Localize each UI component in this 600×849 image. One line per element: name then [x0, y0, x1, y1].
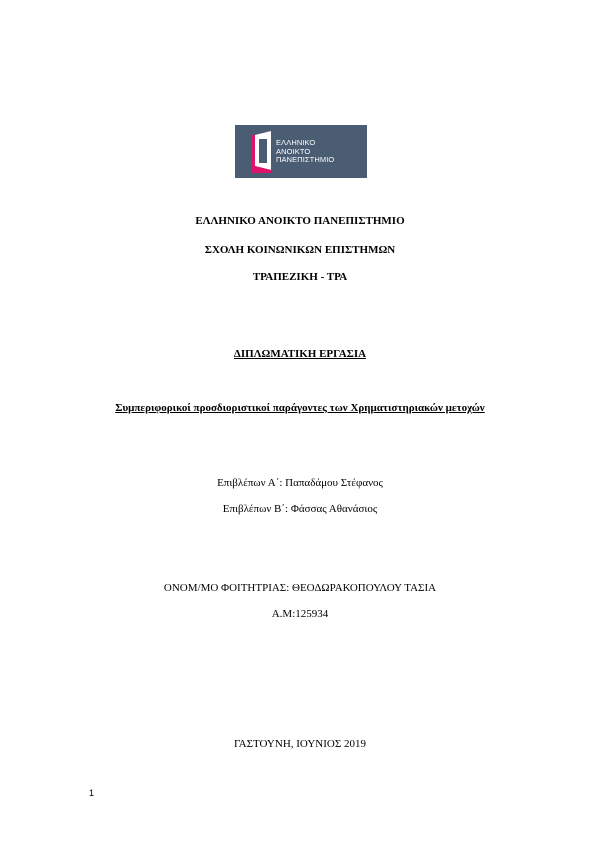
university-logo [235, 125, 367, 178]
supervisor-a: Επιβλέπων Α΄: Παπαδάμου Στέφανος [217, 477, 383, 489]
logo-line-1: ΕΛΛΗΝΙΚΟ [276, 138, 316, 147]
thesis-title: Συμπεριφορικοί προσδιοριστικοί παράγοντες των Χρηματιστηριακών μετοχών [115, 402, 485, 414]
university-name: ΕΛΛΗΝΙΚΟ ΑΝΟΙΚΤΟ ΠΑΝΕΠΙΣΤΗΜΙΟ [195, 215, 405, 227]
school-name: ΣΧΟΛΗ ΚΟΙΝΩΝΙΚΩΝ ΕΠΙΣΤΗΜΩΝ [204, 244, 396, 256]
program-name: ΤΡΑΠΕΖΙΚΗ - ΤΡΑ [252, 271, 348, 283]
logo-wordmark [276, 139, 334, 165]
page-number: 1 [89, 788, 95, 798]
supervisor-b: Επιβλέπων Β΄: Φάσσας Αθανάσιος [222, 503, 378, 515]
logo-line-3: ΠΑΝΕΠΙΣΤΗΜΙΟ [276, 155, 335, 164]
place-date: ΓΑΣΤΟΥΝΗ, ΙΟΥΝΙΟΣ 2019 [234, 738, 366, 750]
thesis-type: ΔΙΠΛΩΜΑΤΙΚΗ ΕΡΓΑΣΙΑ [233, 348, 367, 360]
logo-line-2: ΑΝΟΙΚΤΟ [276, 146, 311, 156]
student-id: Α.Μ:125934 [271, 608, 329, 620]
student-name: ΟΝΟΜ/ΜΟ ΦΟΙΤΗΤΡΙΑΣ: ΘΕΟΔΩΡΑΚΟΠΟΥΛΟΥ ΤΑΣΙΑ [163, 582, 437, 594]
